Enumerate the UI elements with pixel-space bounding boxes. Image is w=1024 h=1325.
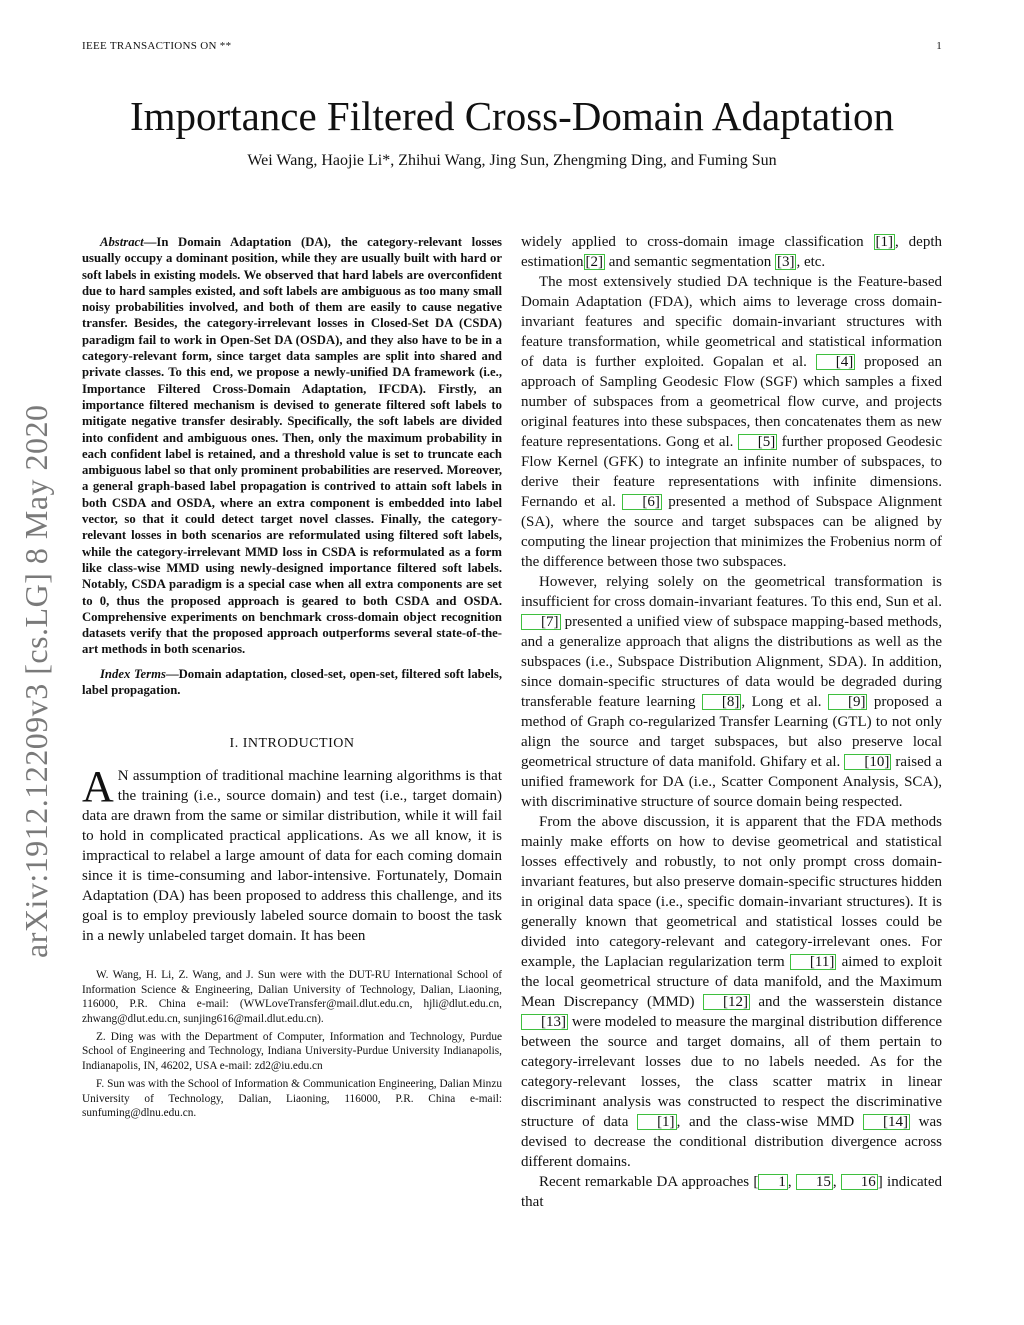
citation-link[interactable]: 16	[841, 1174, 878, 1190]
citation-link[interactable]: [2]	[585, 254, 603, 270]
footnote-author-ding: Z. Ding was with the Department of Computer, Information and Technology, Purdue School of Engineering and Technology, Indiana University-Purdue University Indianapolis, Indianapolis, IN, 46202, USA e-mail: zd2@iu.edu.cn	[82, 1030, 502, 1072]
text-span: raised a unified framework for DA (i.e., Scatter Component Analysis, SCA), with discriminative structure of source domain being respected.	[521, 754, 942, 810]
citation-link[interactable]: [1]	[875, 234, 894, 250]
citation-link[interactable]: [8]	[702, 694, 742, 710]
citation-link[interactable]: [13]	[521, 1014, 568, 1030]
text-span: aimed to exploit the local geometrical structure of data manifold, and the Maximum Mean Discrepancy (MMD)	[521, 954, 942, 1010]
citation-link[interactable]: [3]	[776, 254, 795, 270]
text-span: was devised to decrease the conditional distribution divergence across different domains.	[521, 1114, 942, 1170]
right-column	[521, 232, 942, 1212]
text-span: and the wasserstein distance	[749, 994, 942, 1010]
text-span: widely applied to cross-domain image classification	[521, 234, 874, 250]
abstract-label: Abstract	[100, 235, 144, 249]
author-list: Wei Wang, Haojie Li*, Zhihui Wang, Jing Sun, Zhengming Ding, and Fuming Sun	[247, 152, 777, 169]
citation-link[interactable]: [14]	[863, 1114, 910, 1130]
text-span: and semantic segmentation	[605, 254, 775, 270]
dropcap-letter: A	[82, 762, 114, 812]
text-span: ] indicated that	[521, 1174, 942, 1210]
citation-link[interactable]: [9]	[828, 694, 868, 710]
text-span: , and the class-wise MMD	[676, 1114, 863, 1130]
intro-paragraph	[82, 762, 502, 946]
arxiv-stamp: arXiv:1912.12209v3 [cs.LG] 8 May 2020	[18, 404, 54, 958]
text-span: , etc.	[796, 254, 826, 270]
index-terms-text: —Domain adaptation, closed-set, open-set, filtered soft labels, label propagation.	[82, 666, 502, 698]
abstract	[82, 234, 502, 658]
text-span: ,	[787, 1174, 796, 1190]
text-span: presented a method of Subspace Alignment (SA), where the source and target subspaces can be aligned by computing the linear projection that minimizes the Frobenius norm of the difference between those two subspaces.	[521, 494, 942, 570]
footnote-author-sun: F. Sun was with the School of Information & Communication Engineering, Dalian Minzu University of Technology, Dalian, Liaoning, 116000, P.R. China e-mail: sunfuming@dlnu.edu.cn.	[82, 1078, 502, 1119]
text-span: proposed an approach of Sampling Geodesic Flow (SGF) which samples a fixed number of subspaces from a geometrical flow curve, and projects original features into these subspaces, then concatenates them as new feature representations. Gong et al.	[521, 354, 943, 450]
citation-link[interactable]: 15	[796, 1174, 833, 1190]
body-paragraph-3	[521, 572, 942, 812]
citation-link[interactable]: [11]	[790, 954, 836, 970]
index-terms	[82, 666, 502, 699]
text-span: The most extensively studied DA technique is the Feature-based Domain Adaptation (FDA), which aims to leverage cross domain-invariant features and specific domain-invariant structures with feature transformation, while geometrical and statistical information of data is further exploited. Gopalan et al.	[521, 274, 942, 370]
footnotes	[82, 968, 502, 1120]
left-column	[82, 234, 502, 1124]
text-span: proposed a method of Graph co-regularized Transfer Learning (GTL) to not only align the source and target subspaces, but also preserve local geometrical structure of data manifold. Ghifary et al.	[521, 694, 942, 770]
running-header: IEEE TRANSACTIONS ON **	[82, 40, 232, 52]
body-paragraph-5	[521, 1172, 942, 1212]
citation-link[interactable]: [12]	[703, 994, 750, 1010]
text-span: However, relying solely on the geometrical transformation is insufficient for cross domain-invariant features. To this end, Sun et al.	[521, 574, 942, 610]
body-paragraph-1	[521, 232, 942, 272]
text-span: , depth estimation	[521, 234, 943, 270]
citation-link[interactable]: [6]	[622, 494, 662, 510]
citation-link[interactable]: [7]	[521, 614, 561, 630]
section-number: I.	[229, 736, 239, 752]
abstract-text: —In Domain Adaptation (DA), the category-relevant losses usually occupy a dominant position, while they are usually built with hard or soft labels in existing models. We observed that hard labels are overconfident due to hard samples existed, and soft labels are ambiguous as too many small noisy probabilities involved, and both of them are easily to cause negative transfer. Besides, the category-irrelevant losses in Closed-Set DA (CSDA) paradigm fail to work in Open-Set DA (OSDA), and they also have to be in a category-relevant form, since target data samples are split into shared and private classes. To this end, we propose a newly-unified DA framework (i.e., Importance Filtered Cross-Domain Adaptation, IFCDA). Firstly, an importance filtered mechanism is devised to generate filtered soft labels to mitigate negative transfer desirably. Specifically, the soft labels are divided into confident and ambiguous ones. Then, only the maximum probability in each confident label is retained, and a threshold value is set to truncate each ambiguous label so that only prominent probabilities are reserved. Moreover, a general graph-based label propagation is contrived to attain soft labels in both CSDA and OSDA, where an extra component is embedded into label vector, so that it could detect target novel classes. Finally, the category-relevant losses in both scenarios are reformulated using filtered soft labels, while the category-irrelevant MMD loss in CSDA is reformulated as a form like class-wise MMD using newly-designed importance filtered soft labels. Notably, CSDA paradigm is a special case when all extra components are set to 0, thus the proposed approach is geared to both CSDA and OSDA. Comprehensive experiments on benchmark cross-domain object recognition datasets verify that the proposed approach outperforms several state-of-the-art methods in both scenarios.	[82, 235, 502, 657]
section-heading	[82, 736, 502, 752]
text-span: , Long et al.	[741, 694, 828, 710]
citation-link[interactable]: 1	[758, 1174, 788, 1190]
body-paragraph-2	[521, 272, 942, 572]
body-paragraph-4	[521, 812, 942, 1172]
text-span: were modeled to measure the marginal distribution difference between the source and target domains, all of them pertain to category-irrelevant losses due to no labels needed. As for the category-relevant losses, the class scatter matrix in linear discriminant analysis was constructed to respect the discriminative structure of data	[521, 1014, 942, 1130]
text-span: presented a unified view of subspace mapping-based methods, and a generalize approach that aligns the distributions as well as the subspaces (i.e., Subspace Distribution Alignment, SDA). In addition, since domain-specific structures of data would be degraded during transferable feature learning	[521, 614, 942, 710]
citation-link[interactable]: [5]	[738, 434, 778, 450]
intro-text: N assumption of traditional machine learning algorithms is that the training (i.e., source domain) and test (i.e., target domain) data are drawn from the same or similar distribution, while it will fail to hold in complicated practical applications. As we all know, it is impractical to relabel a large amount of data for each coming domain since it is time-consuming and labor-intensive. Fortunately, Domain Adaptation (DA) has been proposed to address this challenge, and its goal is to employ previously labeled source domain to boost the task in a newly unlabeled target domain. It has been	[82, 768, 502, 945]
page-number: 1	[936, 40, 942, 52]
text-span: Recent remarkable DA approaches [	[539, 1174, 759, 1190]
index-terms-label: Index Terms	[100, 666, 166, 681]
text-span: ,	[832, 1174, 841, 1190]
citation-link[interactable]: [1]	[637, 1114, 677, 1130]
citation-link[interactable]: [4]	[816, 354, 856, 370]
citation-link[interactable]: [10]	[844, 754, 891, 770]
paper-title: Importance Filtered Cross-Domain Adaptation	[129, 93, 895, 139]
text-span: further proposed Geodesic Flow Kernel (GFK) to integrate an infinite number of subspaces, to derive their feature representations with infinite dimensions. Fernando et al.	[521, 434, 942, 510]
text-span: From the above discussion, it is apparent that the FDA methods mainly make efforts on how to devise geometrical and statistical losses effectively and robustly, to not only prompt cross domain-invariant features, but also preserve domain-specific structures hidden in original data space (i.e., specific domain-invariant structures). It is generally known that geometrical and statistical losses could be divided into category-relevant and category-irrelevant ones. For example, the Laplacian regularization term	[521, 814, 942, 970]
section-title: INTRODUCTION	[242, 736, 355, 752]
footnote-authors-dut: W. Wang, H. Li, Z. Wang, and J. Sun were with the DUT-RU International School of Information Science & Engineering, Dalian University of Technology, Dalian, Liaoning, 116000, P.R. China e-mail: (WWLoveTransfer@mail.dlut.edu.cn, hjli@dlut.edu.cn, zhwang@dlut.edu.cn, sunjing616@mail.dlut.edu.cn).	[82, 969, 502, 1025]
